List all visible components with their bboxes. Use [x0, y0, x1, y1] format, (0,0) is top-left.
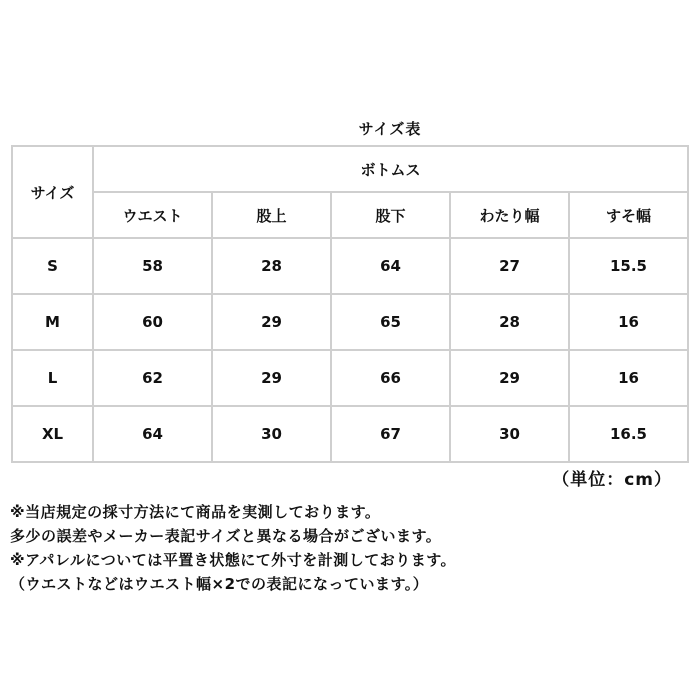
table-row — [12, 350, 688, 406]
table-cell: 62 — [93, 350, 212, 406]
table-cell: 30 — [212, 406, 331, 462]
note-line: 多少の誤差やメーカー表記サイズと異なる場合がございます。 — [10, 527, 442, 545]
size-label: S — [12, 238, 93, 294]
size-label: M — [12, 294, 93, 350]
table-cell: 64 — [93, 406, 212, 462]
table-group-header-row — [12, 146, 688, 192]
column-header-hem: すそ幅 — [569, 192, 688, 238]
note-line: ※アパレルについては平置き状態にて外寸を計測しております。 — [10, 551, 457, 569]
group-header: ボトムス — [93, 146, 688, 192]
table-cell: 30 — [450, 406, 569, 462]
column-header-row — [12, 192, 688, 238]
note-line: ※当店規定の採寸方法にて商品を実測しております。 — [10, 503, 381, 521]
table-cell: 29 — [212, 350, 331, 406]
note-line: （ウエストなどはウエスト幅×2での表記になっています。） — [10, 575, 429, 593]
table-row — [12, 238, 688, 294]
size-table — [11, 145, 689, 463]
unit-note: （単位：cm） — [552, 470, 672, 490]
table-title: サイズ表 — [358, 120, 422, 138]
table-cell: 16 — [569, 294, 688, 350]
size-label: L — [12, 350, 93, 406]
table-cell: 15.5 — [569, 238, 688, 294]
table-cell: 64 — [331, 238, 450, 294]
table-cell: 29 — [212, 294, 331, 350]
table-cell: 58 — [93, 238, 212, 294]
notes-list — [10, 500, 690, 596]
table-cell: 28 — [450, 294, 569, 350]
table-cell: 66 — [331, 350, 450, 406]
table-cell: 28 — [212, 238, 331, 294]
column-header-rise: 股上 — [212, 192, 331, 238]
table-cell: 65 — [331, 294, 450, 350]
column-header-inseam: 股下 — [331, 192, 450, 238]
table-cell: 60 — [93, 294, 212, 350]
column-header-thigh: わたり幅 — [450, 192, 569, 238]
size-header: サイズ — [12, 146, 93, 238]
table-row — [12, 406, 688, 462]
table-cell: 16 — [569, 350, 688, 406]
size-label: XL — [12, 406, 93, 462]
table-cell: 16.5 — [569, 406, 688, 462]
table-row — [12, 294, 688, 350]
table-cell: 29 — [450, 350, 569, 406]
table-cell: 67 — [331, 406, 450, 462]
table-cell: 27 — [450, 238, 569, 294]
column-header-waist: ウエスト — [93, 192, 212, 238]
